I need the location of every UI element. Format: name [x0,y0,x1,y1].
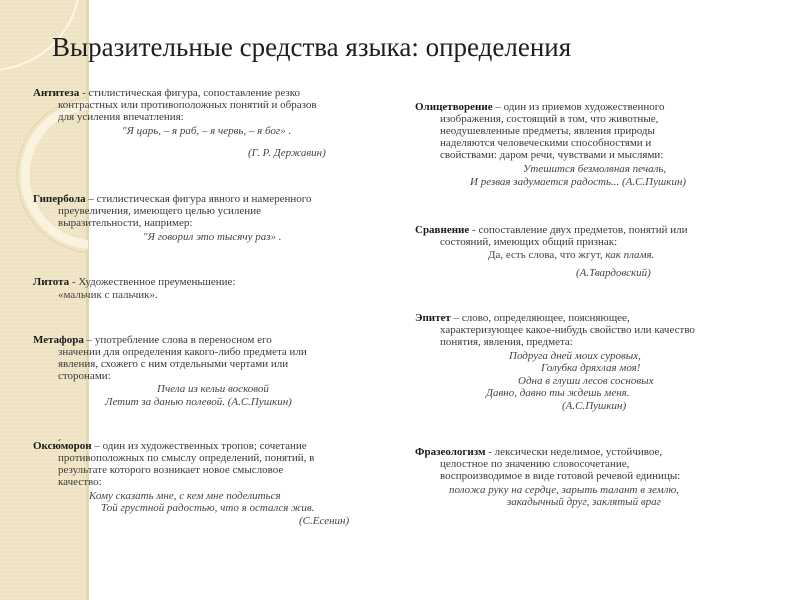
term-name: Гипербола [33,193,86,205]
definition-line: состояний, имеющих общий признак: [440,236,618,248]
definition-line: контрастных или противоположных понятий и образов [58,99,317,111]
example-italic-text: Утешится безмолвная печаль, [523,163,667,175]
example-italic-text: "Я царь, – я раб, – я червь, – я бог» . [122,125,292,137]
example-italic-text: Голубка дряхлая моя! [541,362,641,374]
definition-first-line [33,193,312,205]
definition-line: результате которого возникает новое смысловое [58,464,284,476]
example-line [518,375,653,387]
definition-text: - сопоставление двух предметов, понятий или [469,224,688,236]
term-name: Эпитет [415,312,451,324]
definition-block [33,193,312,229]
term-name: Оксю́морон [33,440,92,452]
example-line [105,396,292,408]
example-italic-text: Летит за данью полевой. (А.С.Пушкин) [105,396,292,408]
example-line [562,400,626,412]
definition-first-line [33,276,235,288]
definition-first-line [33,334,307,346]
example-italic-text: (С.Есенин) [299,515,350,527]
example-line [486,387,630,399]
definition-text: – один из приемов художественного [492,101,665,113]
example-italic-text: (Г. Р. Державин) [248,147,326,159]
term-name: Фразеологизм [415,446,486,458]
definition-text: – стилистическая фигура явного и намеренного [85,193,312,205]
example-line [101,502,314,514]
example-italic-text: Давно, давно ты ждешь меня. [486,387,630,399]
example-line [89,490,281,502]
term-name: Сравнение [415,224,470,236]
example-italic-text: закадычный друг, заклятый враг [507,496,661,508]
example-italic-text: (А.С.Пушкин) [562,400,627,412]
definition-block [33,440,314,488]
term-name: Литота [33,276,70,288]
example-italic-text: "Я говорил это тысячу раз» . [143,231,282,243]
example-line [509,350,641,362]
example-line [157,383,269,395]
definition-first-line [415,101,665,113]
example-line [523,163,666,175]
definition-line: воспроизводимое в виде готовой речевой единицы: [440,470,681,482]
example-italic-text: Той грустной радостью, что я остался жив. [101,502,315,514]
definition-line: качество: [58,476,102,488]
example-italic-text: Подруга дней моих суровых, [509,350,641,362]
example-line [248,147,326,159]
definition-line: для усиления впечатления: [58,111,184,123]
definition-first-line [415,224,688,236]
definition-first-line [33,87,317,99]
example-line [122,125,291,137]
example-plain-text: «мальчик с пальчик». [58,289,158,301]
definition-line: понятия, явления, предмета: [440,336,573,348]
definition-line: явления, схожего с ним отдельными чертами или [58,358,289,370]
definition-text: – один из художественных тропов; сочетание [91,440,307,452]
example-line [541,362,640,374]
definition-block [33,87,317,123]
definition-line: характеризующее какое-нибудь свойство или качество [440,324,695,336]
page-title: Выразительные средства языка: определения [52,32,572,62]
example-line [449,484,679,496]
definition-line: выразительности, например: [58,217,193,229]
definition-line: изображения, состоящий в том, что животные, [440,113,659,125]
definition-first-line [33,440,314,452]
definition-block [33,276,235,288]
definition-block [415,224,688,248]
definition-text: – употребление слова в переносном его [83,334,272,346]
definition-line: свойствами: даром речи, чувствами и мыслями: [440,149,664,161]
definition-block [415,101,665,161]
term-name: Антитеза [33,87,80,99]
example-line [299,515,349,527]
example-plain-text: Да, есть слова, что жгут, [488,249,606,261]
example-italic-text: Пчела из кельи восковой [157,383,269,395]
example-italic-text: Одна в глуши лесов сосновых [518,375,654,387]
definition-line: противоположных по смыслу определений, понятий, в [58,452,315,464]
example-line [143,231,282,243]
definition-block [33,334,307,382]
definition-line: преувеличения, имеющего целью усиление [58,205,261,217]
example-line [507,496,661,508]
term-name: Олицетворение [415,101,493,113]
definition-text: - стилистическая фигура, сопоставление резко [79,87,300,99]
example-italic-text: (А.Твардовский) [576,267,651,279]
example-italic-text: положа руку на сердце, зарыть талант в землю, [449,484,679,496]
definition-block [415,446,680,482]
example-line [58,289,158,301]
example-italic-text: Кому сказать мне, с кем мне поделиться [89,490,281,502]
example-italic-text: как пламя. [605,249,655,261]
definition-block [415,312,695,348]
example-line [488,249,654,261]
definition-first-line [415,446,680,458]
example-line [576,267,651,279]
example-line [470,176,686,188]
definition-text: - Художественное преуменьшение: [69,276,236,288]
definition-line: сторонами: [58,370,111,382]
example-italic-text: И резвая задумается радость... (А.С.Пушкин) [470,176,687,188]
term-name: Метафора [33,334,84,346]
definition-line: значении для определения какого-либо предмета или [58,346,307,358]
definition-line: целостное по значению словосочетание, [440,458,630,470]
definition-line: наделяются человеческими способностями и [440,137,652,149]
definition-line: неодушевленные предметы, явления природы [440,125,655,137]
definition-text: – слово, определяющее, поясняющее, [450,312,630,324]
definition-first-line [415,312,695,324]
definition-text: - лексически неделимое, устойчивое, [485,446,663,458]
